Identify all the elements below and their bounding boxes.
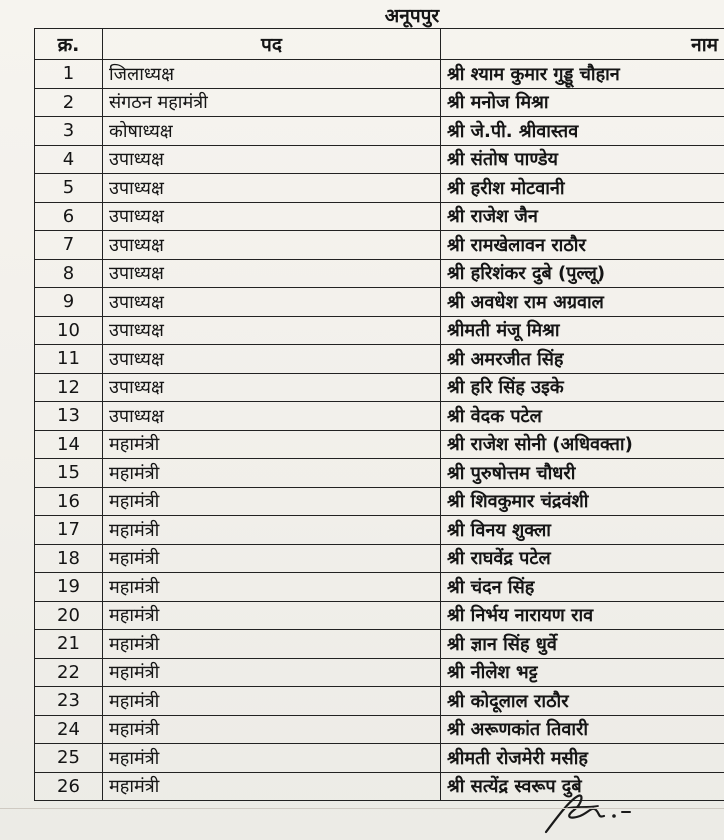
row-post: उपाध्यक्ष [103,316,441,345]
table-row [35,174,724,203]
row-name: श्री अवधेश राम अग्रवाल [441,288,724,317]
table-row [35,231,724,260]
row-serial: 1 [35,60,103,89]
table-row [35,117,724,146]
row-post: महामंत्री [103,573,441,602]
row-post: उपाध्यक्ष [103,231,441,260]
row-name: श्री रामखेलावन राठौर [441,231,724,260]
row-name: श्री हरीश मोटवानी [441,174,724,203]
row-name: श्री विनय शुक्ला [441,516,724,545]
district-heading: अनूपपुर [384,5,440,27]
row-serial: 3 [35,117,103,146]
row-serial: 16 [35,487,103,516]
row-post: उपाध्यक्ष [103,345,441,374]
table-row [35,687,724,716]
row-name: श्री निर्भय नारायण राव [441,601,724,630]
row-post: संगठन महामंत्री [103,88,441,117]
header-post: पद [103,29,441,60]
table-row [35,601,724,630]
table-row [35,373,724,402]
table-row [35,630,724,659]
row-post: महामंत्री [103,687,441,716]
row-name: श्री अमरजीत सिंह [441,345,724,374]
row-serial: 4 [35,145,103,174]
row-post: उपाध्यक्ष [103,145,441,174]
row-serial: 19 [35,573,103,602]
row-post: महामंत्री [103,744,441,773]
row-serial: 7 [35,231,103,260]
table-row [35,288,724,317]
row-name: श्री शिवकुमार चंद्रवंशी [441,487,724,516]
row-post: महामंत्री [103,630,441,659]
table-row [35,88,724,117]
table-header-row [35,29,724,60]
row-name: श्री पुरुषोत्तम चौधरी [441,459,724,488]
row-post: महामंत्री [103,658,441,687]
row-post: उपाध्यक्ष [103,174,441,203]
row-name: श्री राजेश सोनी (अधिवक्ता) [441,430,724,459]
row-serial: 26 [35,772,103,801]
row-name: श्री जे.पी. श्रीवास्तव [441,117,724,146]
row-serial: 5 [35,174,103,203]
table-row [35,516,724,545]
row-name: श्रीमती रोजमेरी मसीह [441,744,724,773]
row-name: श्रीमती मंजू मिश्रा [441,316,724,345]
table-row [35,316,724,345]
row-post: महामंत्री [103,487,441,516]
row-post: उपाध्यक्ष [103,288,441,317]
table-row [35,658,724,687]
row-serial: 6 [35,202,103,231]
office-bearers-table [34,28,724,801]
row-serial: 21 [35,630,103,659]
row-name: श्री मनोज मिश्रा [441,88,724,117]
row-serial: 22 [35,658,103,687]
row-name: श्री राजेश जैन [441,202,724,231]
table-row [35,459,724,488]
table-row [35,202,724,231]
row-serial: 23 [35,687,103,716]
table-row [35,60,724,89]
table-row [35,259,724,288]
row-serial: 13 [35,402,103,431]
header-serial: क्र. [35,29,103,60]
row-name: श्री हरि सिंह उइके [441,373,724,402]
row-name: श्री कोदूलाल राठौर [441,687,724,716]
row-serial: 10 [35,316,103,345]
row-name: श्री चंदन सिंह [441,573,724,602]
row-serial: 12 [35,373,103,402]
row-post: उपाध्यक्ष [103,373,441,402]
row-serial: 25 [35,744,103,773]
row-name: श्री राघवेंद्र पटेल [441,544,724,573]
row-serial: 24 [35,715,103,744]
row-post: महामंत्री [103,601,441,630]
table-row [35,430,724,459]
row-post: उपाध्यक्ष [103,259,441,288]
row-post: कोषाध्यक्ष [103,117,441,146]
row-serial: 8 [35,259,103,288]
table-row [35,145,724,174]
row-name: श्री अरूणकांत तिवारी [441,715,724,744]
row-serial: 2 [35,88,103,117]
table-row [35,744,724,773]
table-row [35,544,724,573]
row-serial: 15 [35,459,103,488]
row-post: महामंत्री [103,430,441,459]
row-name: श्री ज्ञान सिंह धुर्वे [441,630,724,659]
table-row [35,715,724,744]
signature-icon [528,786,658,836]
table-row [35,345,724,374]
row-post: महामंत्री [103,715,441,744]
table-row [35,402,724,431]
row-serial: 17 [35,516,103,545]
row-post: महामंत्री [103,459,441,488]
table-row [35,573,724,602]
row-name: श्री श्याम कुमार गुड्डू चौहान [441,60,724,89]
header-name: नाम [441,29,724,60]
row-post: उपाध्यक्ष [103,202,441,231]
row-serial: 20 [35,601,103,630]
row-name: श्री वेदक पटेल [441,402,724,431]
row-name: श्री नीलेश भट्ट [441,658,724,687]
row-serial: 18 [35,544,103,573]
page-edge-line [0,808,724,809]
row-name: श्री हरिशंकर दुबे (पुल्लू) [441,259,724,288]
row-name: श्री सत्येंद्र स्वरूप दुबे [441,772,724,801]
row-post: महामंत्री [103,772,441,801]
row-serial: 9 [35,288,103,317]
row-name: श्री संतोष पाण्डेय [441,145,724,174]
row-post: जिलाध्यक्ष [103,60,441,89]
row-serial: 11 [35,345,103,374]
row-post: महामंत्री [103,544,441,573]
row-post: उपाध्यक्ष [103,402,441,431]
row-serial: 14 [35,430,103,459]
row-post: महामंत्री [103,516,441,545]
table-row [35,487,724,516]
